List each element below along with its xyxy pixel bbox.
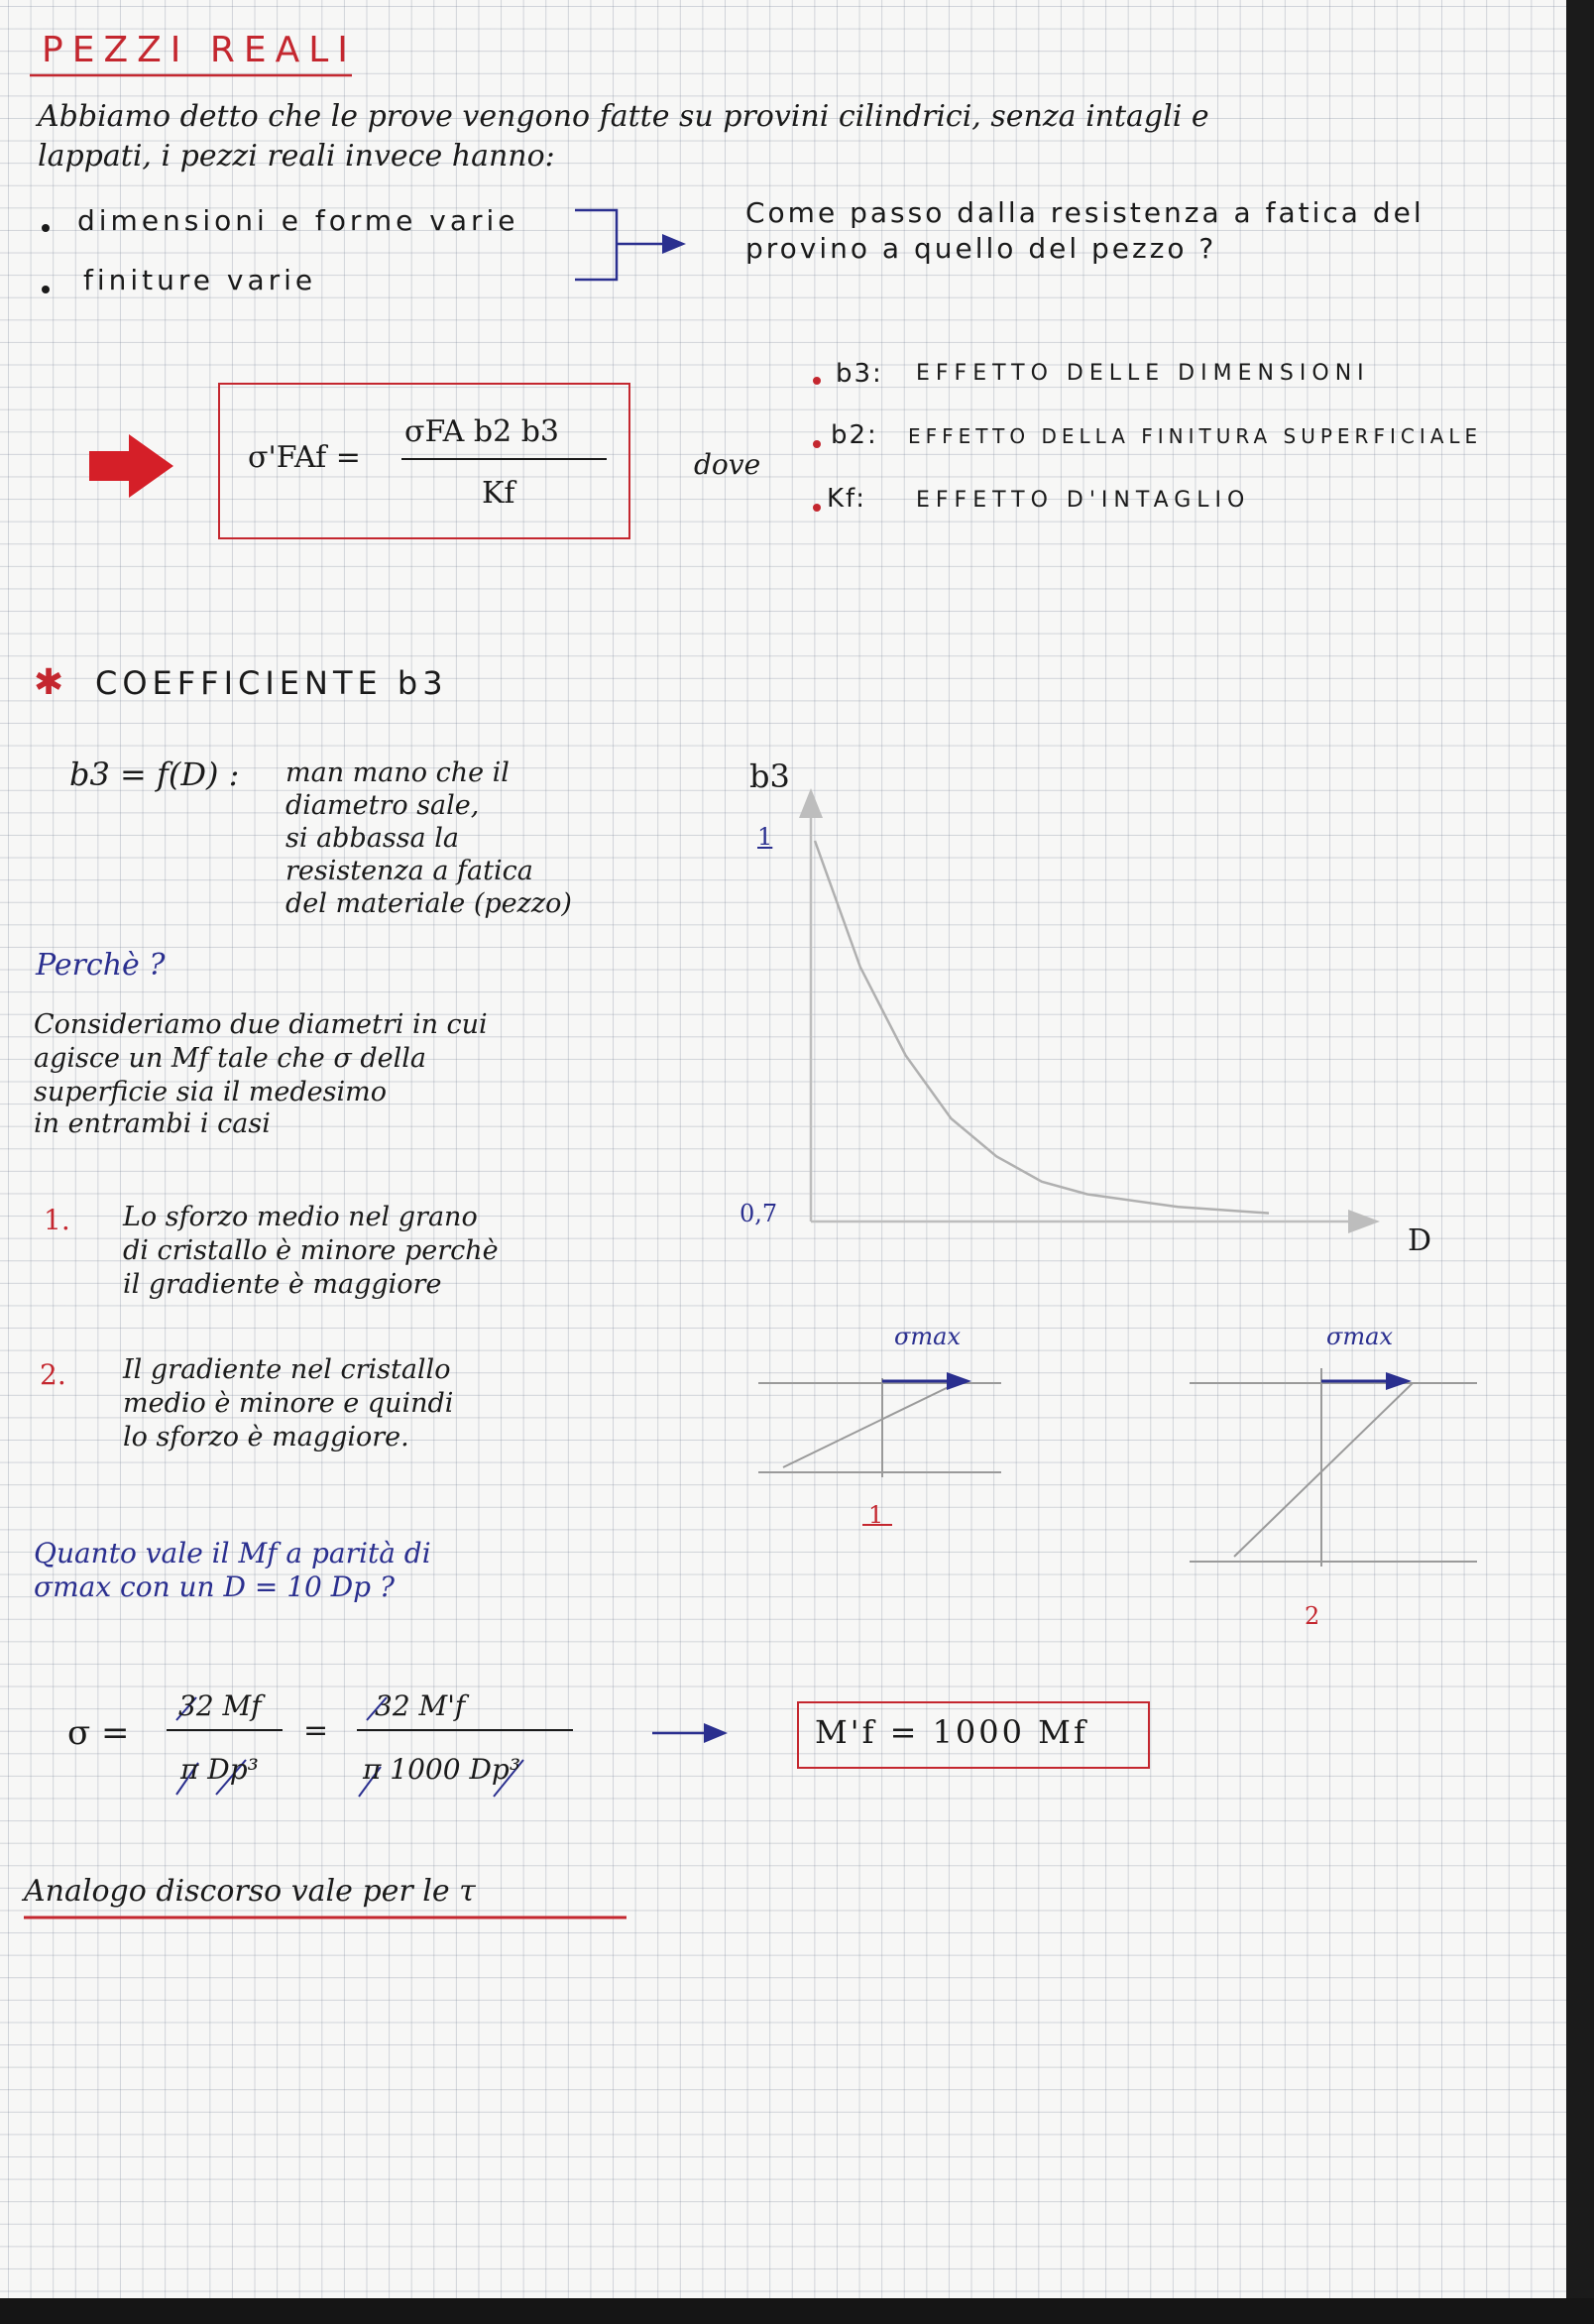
b3-def-line: man mano che il bbox=[285, 757, 510, 788]
result-arrow-head bbox=[704, 1723, 728, 1743]
consider-line: Consideriamo due diametri in cui bbox=[34, 1009, 488, 1040]
bullet-dimensions: dimensioni e forme varie bbox=[77, 204, 519, 237]
effect-dot bbox=[813, 440, 821, 448]
effect-kf-text: EFFETTO D'INTAGLIO bbox=[916, 488, 1251, 513]
red-arrow-icon bbox=[89, 434, 173, 498]
intro-line-1: Abbiamo detto che le prove vengono fatte su provini cilindrici, senza intagli e bbox=[38, 99, 1209, 134]
star-icon: ✱ bbox=[34, 662, 64, 703]
consider-line: in entrambi i casi bbox=[34, 1108, 271, 1139]
sigma-frac2-numerator: 32 M'f bbox=[375, 1689, 466, 1722]
formula-denominator: Kf bbox=[482, 476, 515, 511]
effect-b3-text: EFFETTO DELLE DIMENSIONI bbox=[916, 361, 1370, 386]
point1-line: di cristallo è minore perchè bbox=[123, 1235, 499, 1266]
effect-kf-symbol: Kf: bbox=[827, 484, 867, 514]
b3-curve bbox=[815, 841, 1269, 1214]
case-1-label: 1 bbox=[868, 1501, 884, 1529]
case-2-label: 2 bbox=[1305, 1602, 1320, 1630]
bullet-finishes: finiture varie bbox=[83, 264, 317, 296]
b3-definition-lhs: b3 = f(D) : bbox=[69, 755, 240, 793]
bullet-dot bbox=[42, 286, 50, 293]
sigma-frac1-numerator: 32 Mf bbox=[178, 1689, 262, 1722]
effect-b3-symbol: b3: bbox=[836, 359, 883, 389]
page-title: PEZZI REALI bbox=[42, 30, 357, 70]
consider-line: agisce un Mf tale che σ della bbox=[34, 1043, 426, 1074]
intro-line-2: lappati, i pezzi reali invece hanno: bbox=[38, 139, 555, 174]
effect-b2-text: EFFETTO DELLA FINITURA SUPERFICIALE bbox=[908, 424, 1483, 448]
mf-question-line-2: σmax con un D = 10 Dp ? bbox=[34, 1570, 396, 1603]
b3-def-line: si abbassa la bbox=[285, 823, 459, 854]
diagram2-gradient bbox=[1234, 1383, 1413, 1557]
effect-dot bbox=[813, 504, 821, 512]
why-heading: Perchè ? bbox=[36, 948, 166, 983]
formula-numerator: σFA b2 b3 bbox=[404, 414, 560, 449]
diagram1-arrow-head bbox=[947, 1372, 971, 1390]
b3-def-line: del materiale (pezzo) bbox=[285, 888, 572, 919]
bullet-dot bbox=[42, 224, 50, 232]
effect-b2-symbol: b2: bbox=[831, 420, 878, 450]
result-text: M'f = 1000 Mf bbox=[815, 1713, 1088, 1751]
b3-def-line: resistenza a fatica bbox=[285, 856, 533, 886]
graph-y-label: b3 bbox=[749, 757, 790, 795]
bracket-arrow-head bbox=[662, 234, 686, 254]
graph-x-arrow bbox=[1348, 1210, 1380, 1233]
effect-dot bbox=[813, 377, 821, 385]
sigma-max-label-1: σmax bbox=[894, 1323, 961, 1350]
point2-number: 2. bbox=[40, 1358, 66, 1391]
gradient-diagram-2 bbox=[1190, 1368, 1477, 1567]
sigma-frac2-denominator: π 1000 Dp³ bbox=[363, 1753, 521, 1786]
sigma-max-label-2: σmax bbox=[1326, 1323, 1393, 1350]
b3-graph bbox=[799, 788, 1380, 1233]
sigma-equals: = bbox=[303, 1713, 329, 1748]
point2-line: lo sforzo è maggiore. bbox=[123, 1422, 409, 1452]
graph-y-top-tick: 1 bbox=[757, 823, 773, 851]
consider-line: superficie sia il medesimo bbox=[34, 1077, 387, 1107]
point1-line: il gradiente è maggiore bbox=[123, 1269, 442, 1300]
analog-statement: Analogo discorso vale per le τ bbox=[24, 1874, 476, 1909]
graph-x-label: D bbox=[1408, 1223, 1432, 1258]
bracket-line bbox=[575, 210, 617, 280]
question-line-2: provino a quello del pezzo ? bbox=[745, 232, 1217, 265]
point1-number: 1. bbox=[44, 1204, 70, 1236]
mf-question-line-1: Quanto vale il Mf a parità di bbox=[34, 1537, 431, 1569]
section-title: COEFFICIENTE b3 bbox=[95, 664, 448, 702]
diagram1-gradient bbox=[783, 1383, 957, 1467]
sigma-frac1-denominator: π Dp³ bbox=[180, 1753, 259, 1786]
where-label: dove bbox=[694, 448, 761, 481]
b3-def-line: diametro sale, bbox=[285, 790, 480, 821]
question-line-1: Come passo dalla resistenza a fatica del bbox=[745, 196, 1424, 229]
formula-lhs: σ'FAf = bbox=[248, 440, 361, 475]
point2-line: medio è minore e quindi bbox=[123, 1388, 454, 1419]
sigma-lhs: σ = bbox=[67, 1713, 130, 1753]
point1-line: Lo sforzo medio nel grano bbox=[123, 1202, 478, 1232]
point2-line: Il gradiente nel cristallo bbox=[123, 1354, 451, 1385]
graph-y-bottom-tick: 0,7 bbox=[740, 1200, 778, 1227]
graph-y-arrow bbox=[799, 788, 823, 818]
